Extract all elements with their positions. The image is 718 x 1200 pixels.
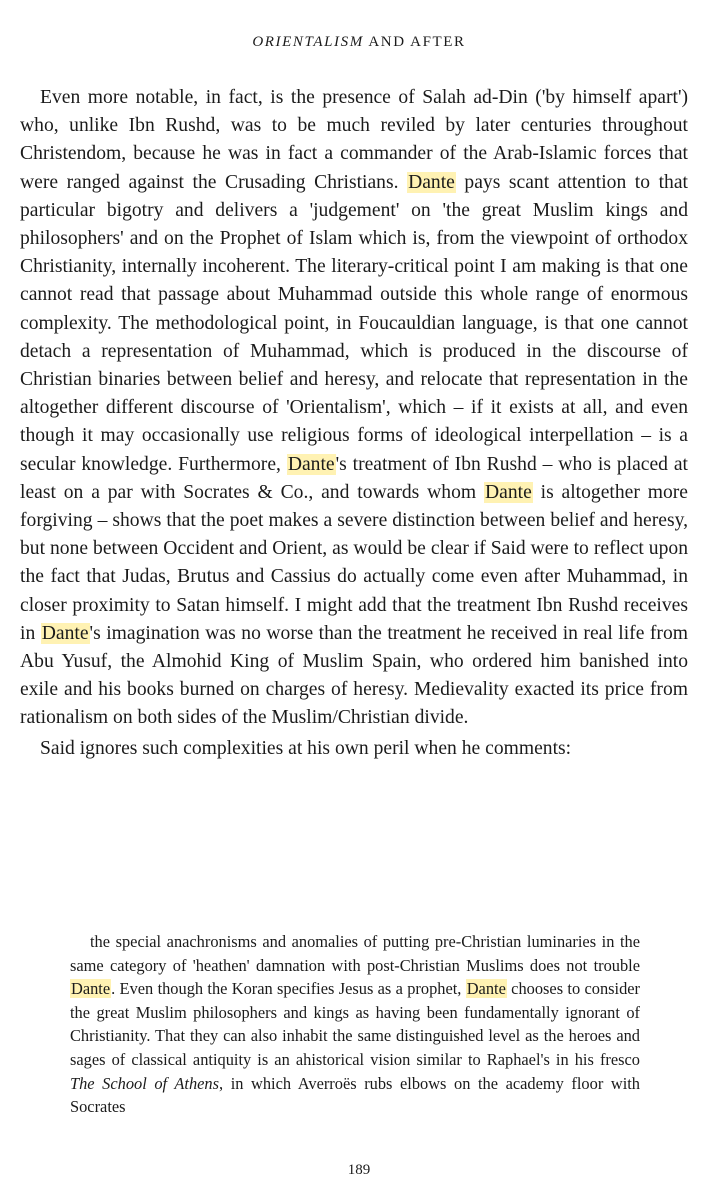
quotation-text-3: chooses to consider the great Muslim philosophers and kings as having been fundamentally ignorant of Christianity. That they can also inhabit the same distinguished level as the heroes and sages of classical antiquity is an ahistorical vision similar to Raphael's in his fresco [70, 979, 640, 1069]
page-number: 189 [347, 1162, 371, 1178]
paragraph-1-text-1: Even more notable, in fact, is the presence of Salah ad-Din ('by himself apart') who, unlike Ibn Rushd, was to be much reviled by later centuries throughout Christendom, because he was in fact a commander of the Arab-Islamic forces that were ranged against the Crusading Christians. [20, 87, 688, 193]
paragraph-1-text-2: pays scant attention to that particular bigotry and delivers a 'judgement' on 'the great Muslim kings and philosophers' and on the Prophet of Islam which is, from the viewpoint of orthodox Christianity, internally incoherent. The literary-critical point I am making is that one cannot read that passage about Muhammad outside this whole range of enormous complexity. The methodological point, in Foucauldian language, is that one cannot detach a representation of Muhammad, which is produced in the discourse of Christian binaries between belief and heresy, and relocate that representation in the altogether different discourse of 'Orientalism', which – if it exists at all, and even though it may occasionally use religious forms of ideological interpellation – is a secular knowledge. Furthermore, [20, 171, 688, 475]
highlighted-term: Dante [466, 979, 506, 999]
highlighted-term: Dante [287, 453, 335, 475]
paragraph-1-text-3: 's treatment of Ibn Rushd – who is placed at least on a par with Socrates & Co., and towards whom [20, 453, 688, 503]
highlighted-term: Dante [41, 622, 89, 644]
artwork-title: The School of Athens [70, 1073, 220, 1093]
quotation-text-1: the special anachronisms and anomalies of putting pre-Christian luminaries in the same category of 'heathen' damnation with post-Christian Muslims does not trouble [70, 932, 640, 975]
paragraph-1 [20, 84, 688, 733]
running-head-rest: AND AFTER [363, 34, 466, 50]
quotation-text-4: , in which Averroës rubs elbows on the academy floor with Socrates [70, 1073, 640, 1117]
body-text [20, 84, 688, 763]
block-quotation [70, 930, 640, 1119]
highlighted-term: Dante [71, 979, 111, 999]
paragraph-1-text-5: 's imagination was no worse than the treatment he received in real life from Abu Yusuf, the Almohid King of Muslim Spain, who ordered him banished into exile and his books burned on charges of heresy. Medievality exacted its price from rationalism on both sides of the Muslim/Christian divide. [20, 622, 688, 729]
paragraph-2: Said ignores such complexities at his own peril when he comments: [40, 737, 572, 759]
running-head [0, 34, 718, 51]
quotation-text-2: . Even though the Koran specifies Jesus as a prophet, [111, 979, 466, 999]
highlighted-term: Dante [484, 481, 532, 503]
highlighted-term: Dante [408, 171, 455, 193]
paragraph-1-text-4: is altogether more forgiving – shows that the poet makes a severe distinction between belief and heresy, but none between Occident and Orient, as would be clear if Said were to reflect upon the fact that Judas, Brutus and Cassius do actually come even after Muhammad, in closer proximity to Satan himself. I might add that the treatment Ibn Rushd receives in [20, 481, 688, 644]
running-head-italic: ORIENTALISM [252, 34, 364, 50]
quotation-paragraph [70, 930, 640, 1119]
